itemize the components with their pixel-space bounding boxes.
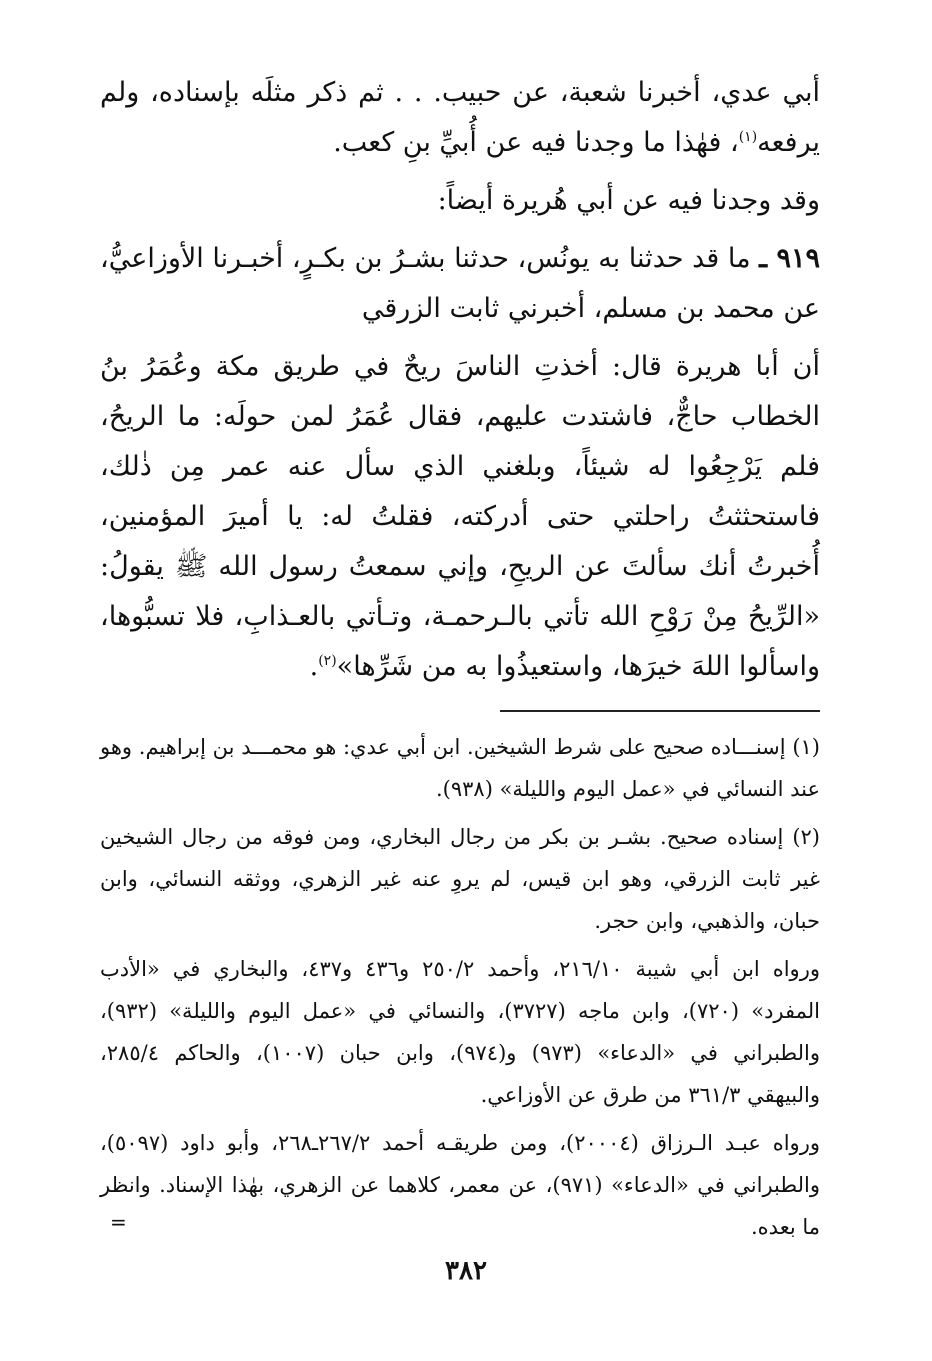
footnote-ref-2: (٢) [318,653,337,669]
footnote-2-sources [100,948,820,1116]
matn-text: أن أبا هريرة قال: أخذتِ الناسَ ريحٌ في طريق مكة وعُمَرُ بنُ الخطاب حاجٌّ، فاشتدت عليهم، فقال عُمَرُ لمن حولَه: ما الريحُ، فلم يَرْجِعُوا له شيئاً، وبلغني الذي سأل عنه عمر مِن ذٰلك، فاستحثثتُ راحلتي حتى أدركته، فقلتُ له: يا أميرَ المؤمنين، أُخبرتُ أنك سألتَ عن الريحِ، وإني سمعتُ رسول الله ﷺ يقولُ: «الرِّيحُ مِنْ رَوْحِ الله تأتي بالـرحمـة، وتـأتي بالعـذابِ، فلا تسبُّوها، واسألوا اللهَ خيرَها، واستعيذُوا به من شَرِّها» [100,351,820,682]
footnote-2-more-sources [100,1122,820,1248]
matn-paragraph [100,342,820,692]
isnad-paragraph [100,234,820,334]
footnote-ref-1: (١) [738,129,758,145]
intro-line-2-end: ، فهٰذا ما وجدنا فيه عن أُبيِّ بنِ كعب. [333,127,739,158]
page-number: ٣٨٢ [445,1256,487,1286]
footnote-2-text: (٢) إسناده صحيح. بشـر بن بكر من رجال البخاري، ومن فوقه من رجال الشيخين غير ثابت الزرقي، وهو ابن قيس، لم يروِ عنه غير الزهري، ووثقه النسائي، وابن حبان، والذهبي، وابن حجر. [100,825,820,933]
footnote-2 [100,816,820,942]
footnote-divider [500,710,820,712]
found-line: وقد وجدنا فيه عن أبي هُريرة أيضاً: [437,185,820,216]
isnad-text: ما قد حدثنا به يونُس، حدثنا بشـرُ بن بكـرٍ، أخبـرنا الأوزاعيُّ، عن محمد بن مسلم، أخبرني ثابت الزرقي [100,243,820,324]
footnote-1-text: (١) إسنـــاده صحيح على شرط الشيخين. ابن أبي عدي: هو محمـــد بن إبراهيم. وهو عند النسائي في «عمل اليوم والليلة» (٩٣٨). [100,735,820,801]
matn-end: . [309,651,319,682]
intro-paragraph [100,68,820,168]
continuation-mark: = [110,1210,127,1234]
footnotes-section [100,726,820,1248]
found-paragraph [100,176,820,226]
intro-line-1: أبي عدي، أخبرنا شعبة، عن حبيب. . . ثم ذكر مثلَه بإسناده، ولم [100,77,820,108]
footnote-1 [100,726,820,810]
footnote-2-sources-text: ورواه ابن أبي شيبة ٢١٦/١٠، وأحمد ٢٥٠/٢ و٤٣٦ و٤٣٧، والبخاري في «الأدب المفرد» (٧٢٠)، وابن ماجه (٣٧٢٧)، والنسائي في «عمل اليوم والليلة» (٩٣٢)، والطبراني في «الدعاء» (٩٧٣) و(٩٧٤)، وابن حبان (١٠٠٧)، والحاكم ٢٨٥/٤، والبيهقي ٣٦١/٣ من طرق عن الأوزاعي. [100,957,821,1107]
intro-line-2-start: يرفعه [757,127,820,158]
page-body [100,68,820,1248]
hadith-number: ٩١٩ ـ [759,243,820,274]
footnote-2-more-sources-text: ورواه عبـد الـرزاق (٢٠٠٠٤)، ومن طريقـه أحمد ٢٦٧/٢ـ٢٦٨، وأبو داود (٥٠٩٧)، والطبراني في «الدعاء» (٩٧١)، عن معمر، كلاهما عن الزهري، بهٰذا الإسناد. وانظر ما بعده. [100,1131,820,1239]
